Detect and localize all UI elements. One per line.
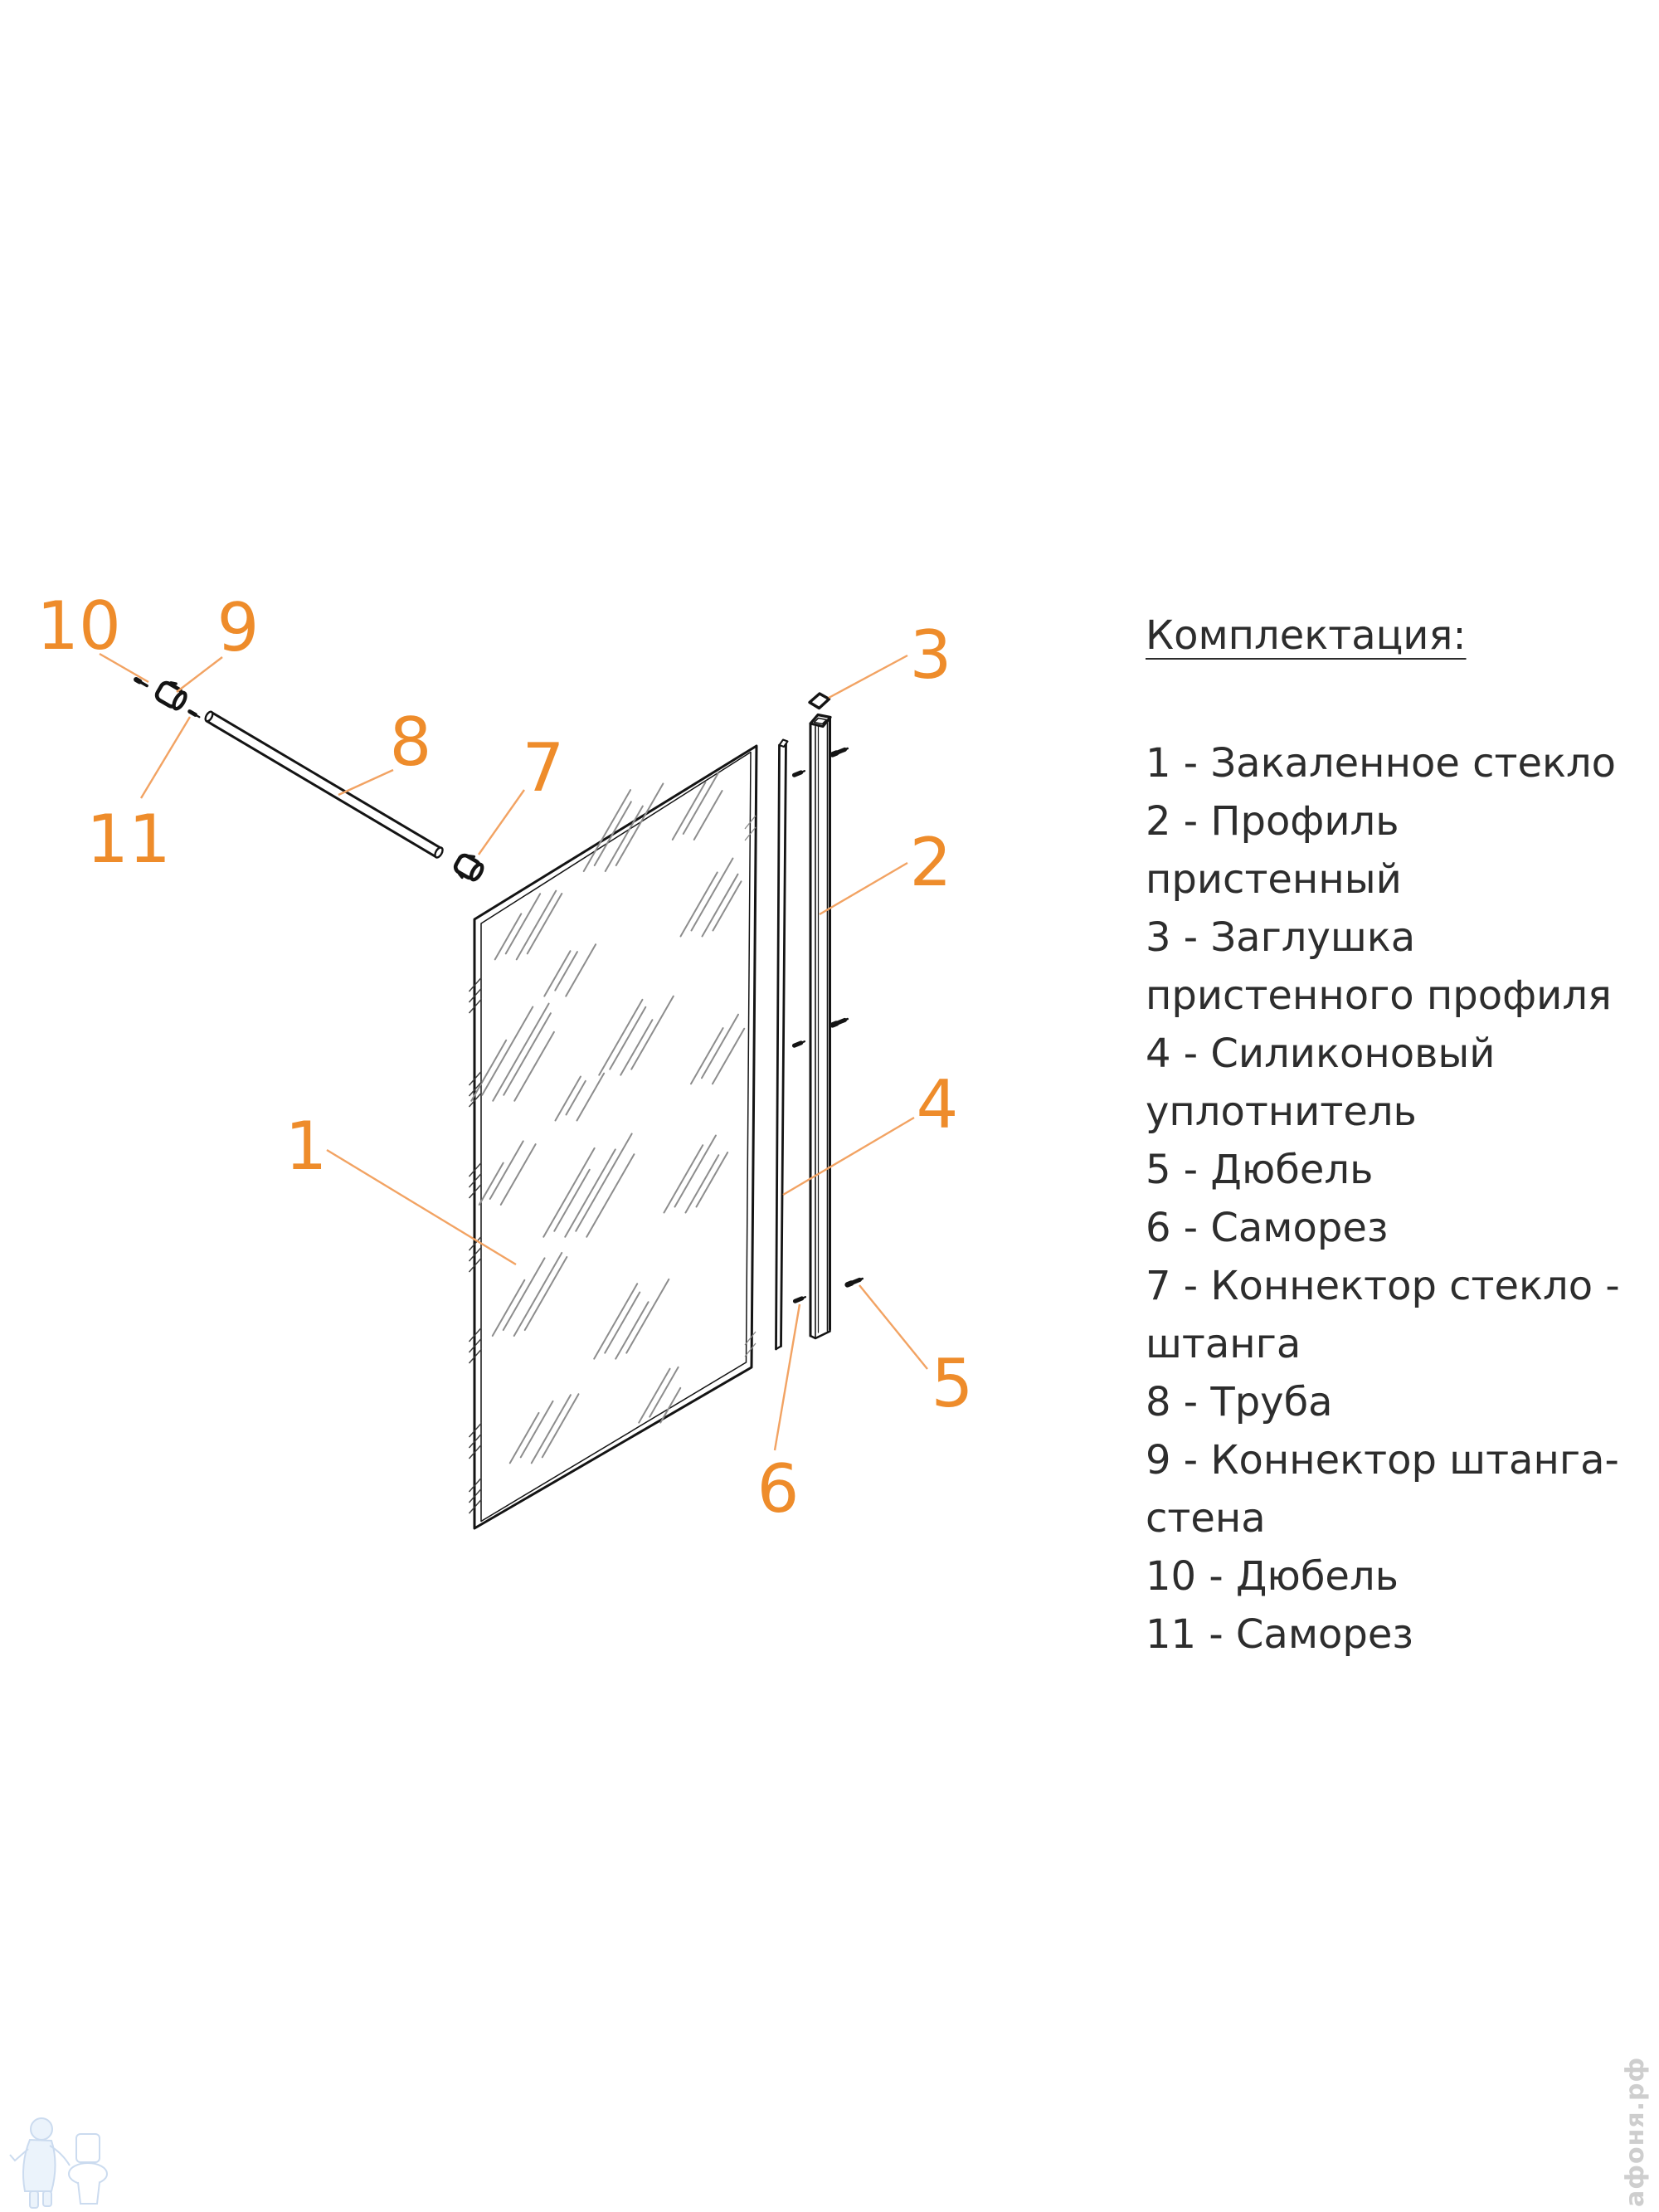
legend-line: 5 - Дюбель <box>1146 1147 1374 1193</box>
legend-lines <box>1146 734 1652 1664</box>
leader-line-7 <box>479 790 524 855</box>
leader-line-1 <box>327 1150 516 1264</box>
legend-line: 9 - Коннектор штанга- <box>1146 1437 1619 1484</box>
part-label-9: 9 <box>216 589 260 666</box>
legend-line: 7 - Коннектор стекло - <box>1146 1263 1620 1309</box>
profile-cap-3 <box>810 694 830 709</box>
self-tapping-screw-6 <box>794 1041 805 1045</box>
plumber-leg <box>43 2191 51 2206</box>
leader-line-11 <box>141 717 190 798</box>
part-label-2: 2 <box>909 824 952 901</box>
wall-profile-2 <box>810 715 830 1339</box>
glass-panel <box>469 746 757 1528</box>
toilet-base <box>78 2182 100 2204</box>
part-label-1: 1 <box>285 1108 328 1185</box>
part-label-3: 3 <box>909 616 952 694</box>
self-tapping-screw-6 <box>794 771 805 775</box>
legend-line: 4 - Силиконовый <box>1146 1030 1496 1077</box>
part-label-8: 8 <box>389 704 432 781</box>
leader-line-9 <box>177 657 222 692</box>
part-label-10: 10 <box>36 587 121 665</box>
dowel-5 <box>833 1019 848 1025</box>
toilet-tank <box>76 2134 100 2162</box>
plumber-head <box>31 2118 52 2140</box>
legend <box>1146 607 1652 1664</box>
leader-line-5 <box>859 1285 927 1369</box>
dowel-5 <box>833 748 848 754</box>
legend-line: 11 - Саморез <box>1146 1611 1413 1658</box>
watermark-plumber-figure <box>10 2118 107 2208</box>
part-label-7: 7 <box>522 729 565 806</box>
legend-line: стена <box>1146 1495 1266 1542</box>
leader-line-4 <box>783 1118 914 1195</box>
legend-line: 8 - Труба <box>1146 1379 1333 1425</box>
part-label-5: 5 <box>931 1345 974 1422</box>
toilet-bowl <box>69 2163 107 2185</box>
legend-line: пристенного профиля <box>1146 972 1612 1019</box>
part-label-11: 11 <box>86 801 171 878</box>
legend-line: 1 - Закаленное стекло <box>1146 740 1617 787</box>
silicone-seal-4 <box>776 740 788 1350</box>
plumber-body <box>23 2140 56 2191</box>
leader-line-2 <box>820 863 907 914</box>
legend-line: 6 - Саморез <box>1146 1205 1389 1251</box>
legend-line: штанга <box>1146 1321 1301 1367</box>
legend-line: уплотнитель <box>1146 1089 1417 1135</box>
leader-line-8 <box>338 770 393 795</box>
plumber-leg <box>30 2191 38 2208</box>
glass-reflection-streaks <box>471 773 744 1463</box>
leader-line-6 <box>775 1304 800 1450</box>
dowel-5 <box>848 1279 863 1284</box>
legend-title: Комплектация: <box>1146 612 1467 659</box>
legend-line: 3 - Заглушка <box>1146 914 1416 961</box>
self-tapping-screw-6 <box>795 1297 805 1301</box>
legend-line: 10 - Дюбель <box>1146 1553 1399 1600</box>
part-label-6: 6 <box>757 1450 800 1527</box>
wall-rod-connector-9 <box>155 678 190 711</box>
leader-lines <box>100 654 927 1450</box>
leader-line-3 <box>829 655 907 698</box>
self-tapping-screw-11 <box>190 712 200 718</box>
part-label-4: 4 <box>916 1066 959 1143</box>
glass-rod-connector-7 <box>452 850 486 884</box>
watermark-vertical-text: афоня.рф <box>1621 2056 1650 2207</box>
legend-line: пристенный <box>1146 856 1402 903</box>
legend-line: 2 - Профиль <box>1146 798 1399 845</box>
